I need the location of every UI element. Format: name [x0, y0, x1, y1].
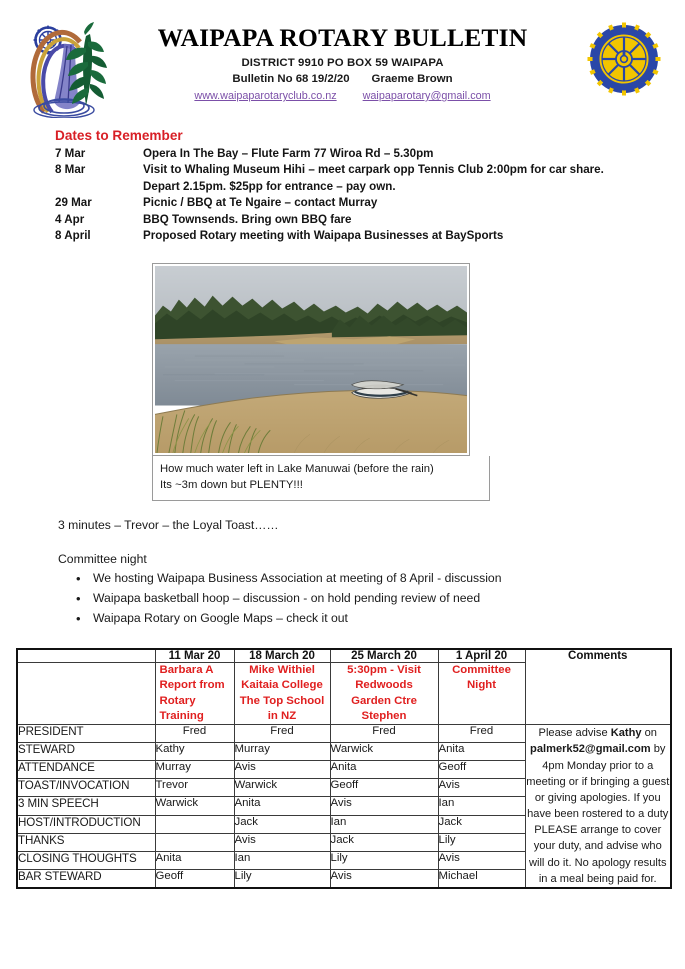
- caption-line-2: Its ~3m down but PLENTY!!!: [160, 479, 303, 492]
- duty-label: PRESIDENT: [17, 725, 155, 743]
- website-link[interactable]: www.waipaparotaryclub.co.nz: [194, 90, 337, 103]
- table-header-row: [17, 649, 671, 663]
- roster-name: Murray: [234, 743, 330, 761]
- roster-name: Trevor: [155, 779, 234, 797]
- comments-text-3: by 4pm Monday prior to a meeting or if bringing a guest or giving apologies. If you have been rostered to a duty PLEASE arrange to cover your duty, and advise who will do it. No apology results in a meal being paid for.: [526, 743, 670, 885]
- roster-name: Warwick: [330, 743, 438, 761]
- date-row: [55, 146, 665, 162]
- date-row: [55, 212, 665, 228]
- duty-label: STEWARD: [17, 743, 155, 761]
- programme-line: Training: [159, 709, 204, 722]
- date-what: BBQ Townsends. Bring own BBQ fare: [143, 212, 352, 226]
- roster-name: Anita: [330, 761, 438, 779]
- date-when: 7 Mar: [55, 147, 86, 160]
- email-link[interactable]: waipaparotary@gmail.com: [362, 90, 491, 103]
- photo-block: [152, 263, 490, 501]
- roster-name: Avis: [330, 869, 438, 888]
- programme-line: Garden Ctre: [351, 694, 417, 707]
- date-what: Depart 2.15pm. $25pp for entrance – pay own.: [143, 179, 396, 193]
- duty-roster-section: [16, 648, 670, 889]
- comments-contact-name: Kathy: [610, 727, 642, 740]
- roster-name: Lily: [330, 851, 438, 869]
- date-what: Proposed Rotary meeting with Waipapa Businesses at BaySports: [143, 229, 504, 243]
- roster-name: Ian: [330, 815, 438, 833]
- programme-line: Barbara A: [159, 664, 214, 676]
- duty-label: BAR STEWARD: [17, 869, 155, 888]
- roster-name: Avis: [330, 797, 438, 815]
- programme-cell: [330, 663, 438, 725]
- list-item: • Waipapa basketball hoop – discussion - on hold pending review of need: [93, 589, 658, 609]
- roster-name: Avis: [234, 833, 330, 851]
- roster-name: Geoff: [330, 779, 438, 797]
- loyal-toast-line: 3 minutes – Trevor – the Loyal Toast……: [58, 518, 279, 532]
- contact-links: [118, 90, 567, 102]
- roster-name: Kathy: [155, 743, 234, 761]
- column-header-date: 18 March 20: [234, 649, 330, 663]
- programme-line: The Top School: [239, 694, 325, 707]
- date-what: Visit to Whaling Museum Hihi – meet carpark opp Tennis Club 2:00pm for car share.: [143, 163, 604, 177]
- duty-label: THANKS: [17, 833, 155, 851]
- programme-line: Kaitaia College: [241, 679, 323, 692]
- programme-cell: [438, 663, 525, 725]
- roster-name: [155, 833, 234, 851]
- roster-name: Geoff: [155, 869, 234, 888]
- comments-cell: [525, 725, 671, 888]
- duty-label: CLOSING THOUGHTS: [17, 851, 155, 869]
- programme-line: Mike Withiel: [249, 664, 315, 676]
- date-row: [55, 195, 665, 211]
- date-what: Opera In The Bay – Flute Farm 77 Wiroa Rd – 5.30pm: [143, 147, 434, 160]
- roster-name: Anita: [438, 743, 525, 761]
- rotary-international-logo-icon: [587, 22, 661, 96]
- date-row: [55, 228, 665, 244]
- table-row: [17, 725, 671, 743]
- roster-name: Lily: [234, 869, 330, 888]
- roster-name: Avis: [438, 779, 525, 797]
- roster-name: Ian: [438, 797, 525, 815]
- bulletin-number-line: [118, 73, 567, 85]
- date-when: 29 Mar: [55, 196, 92, 210]
- programme-line: Redwoods: [355, 679, 413, 692]
- roster-name: Fred: [438, 725, 525, 743]
- roster-name: Michael: [438, 869, 525, 888]
- page-title: WAIPAPA ROTARY BULLETIN: [157, 23, 528, 52]
- duty-label: HOST/INTRODUCTION: [17, 815, 155, 833]
- roster-name: Geoff: [438, 761, 525, 779]
- list-item: • We hosting Waipapa Business Association at meeting of 8 April - discussion: [93, 569, 658, 589]
- bulletin-header: [0, 0, 685, 118]
- bulletin-number: Bulletin No 68 19/2/20: [232, 73, 350, 86]
- committee-night-heading: Committee night: [58, 552, 147, 566]
- list-item: • Waipapa Rotary on Google Maps – check it out: [93, 609, 658, 629]
- programme-line: Night: [466, 679, 497, 692]
- caption-line-1: How much water left in Lake Manuwai (before the rain): [160, 463, 434, 475]
- comments-contact-email: palmerk52@gmail.com: [530, 743, 651, 756]
- roster-name: Anita: [155, 851, 234, 869]
- duty-label: 3 MIN SPEECH: [17, 797, 155, 815]
- roster-name: Avis: [438, 851, 525, 869]
- comments-text-2: on: [641, 727, 657, 740]
- roster-name: Avis: [234, 761, 330, 779]
- date-row: [55, 162, 665, 178]
- roster-name: Anita: [234, 797, 330, 815]
- committee-bullet-list: [58, 569, 658, 628]
- date-when: 4 Apr: [55, 212, 85, 226]
- roster-name: Warwick: [155, 797, 234, 815]
- district-line: DISTRICT 9910 PO BOX 59 WAIPAPA: [241, 57, 444, 70]
- programme-line: Rotary: [159, 694, 196, 707]
- column-header-date: 11 Mar 20: [155, 649, 234, 663]
- duty-label: ATTENDANCE: [17, 761, 155, 779]
- duty-label: TOAST/INVOCATION: [17, 779, 155, 797]
- roster-name: Ian: [234, 851, 330, 869]
- roster-name: Fred: [234, 725, 330, 743]
- dates-to-remember-section: [55, 128, 665, 245]
- dates-to-remember-heading: Dates to Remember: [55, 128, 183, 143]
- lake-manuwai-photo: [155, 266, 467, 453]
- bulletin-editor: Graeme Brown: [371, 73, 453, 86]
- meeting-notes-section: [58, 518, 658, 628]
- roster-name: [155, 815, 234, 833]
- programme-line: 5:30pm - Visit: [347, 664, 421, 676]
- roster-name: Fred: [155, 725, 234, 743]
- column-header-date: 25 March 20: [330, 649, 438, 663]
- programme-cell: [155, 663, 234, 725]
- programme-line: Stephen: [361, 709, 407, 722]
- roster-name: Jack: [330, 833, 438, 851]
- photo-caption: [152, 456, 490, 501]
- header-blank-cell: [17, 649, 155, 663]
- date-what: Picnic / BBQ at Te Ngaire – contact Murray: [143, 196, 378, 210]
- column-header-date: 1 April 20: [438, 649, 525, 663]
- roster-name: Jack: [438, 815, 525, 833]
- waipapa-club-logo-icon: [24, 18, 116, 118]
- roster-name: Jack: [234, 815, 330, 833]
- column-header-comments: Comments: [525, 649, 671, 725]
- programme-line: Report from: [159, 679, 225, 692]
- programme-blank-cell: [17, 663, 155, 725]
- roster-name: Warwick: [234, 779, 330, 797]
- programme-line: in NZ: [267, 709, 297, 722]
- date-when: 8 April: [55, 229, 91, 243]
- roster-name: Murray: [155, 761, 234, 779]
- roster-name: Lily: [438, 833, 525, 851]
- programme-line: Committee: [452, 664, 511, 676]
- photo-frame: [152, 263, 470, 456]
- duty-roster-table: [16, 648, 672, 889]
- date-when: 8 Mar: [55, 163, 86, 177]
- roster-name: Fred: [330, 725, 438, 743]
- comments-text-1: Please advise: [538, 727, 611, 740]
- date-row-continuation: [55, 179, 665, 195]
- programme-cell: [234, 663, 330, 725]
